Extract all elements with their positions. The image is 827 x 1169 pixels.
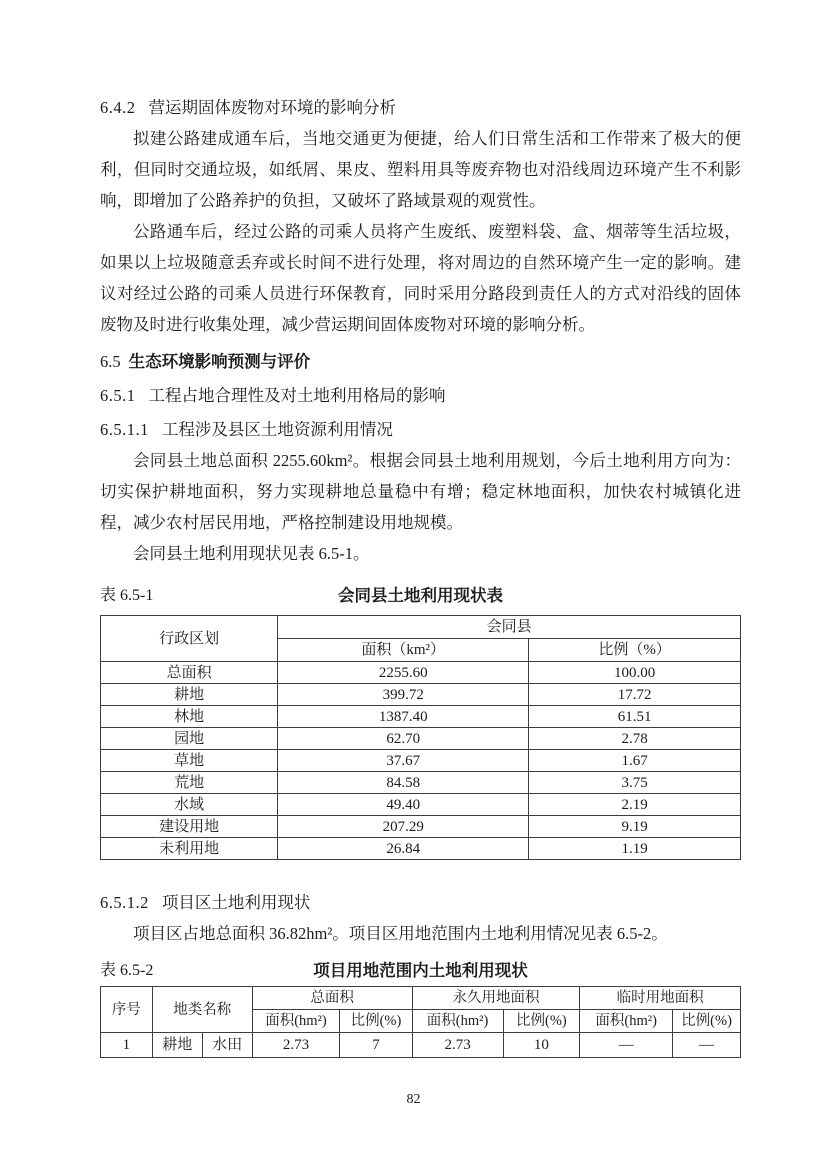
section-number: 6.4.2 <box>100 98 136 117</box>
table-row <box>101 662 741 684</box>
cell-land-ratio: 1.19 <box>529 838 741 860</box>
header-cell-area-hm: 面积(hm²) <box>412 1010 503 1033</box>
cell-index: 1 <box>101 1033 153 1058</box>
cell-landtype-sub: 水田 <box>202 1033 252 1058</box>
table-header-row <box>101 987 741 1010</box>
header-cell-region: 行政区划 <box>101 616 278 662</box>
header-cell-ratio-pct: 比例(%) <box>673 1010 741 1033</box>
paragraph-project-area: 项目区占地总面积 36.82hm²。项目区用地范围内土地利用情况见表 6.5-2。 <box>133 924 668 943</box>
table-652-title: 项目用地范围内土地利用现状 <box>313 962 528 980</box>
cell-land-name: 总面积 <box>101 662 278 684</box>
paragraph-solid-waste-1: 拟建公路建成通车后，当地交通更为便捷，给人们日常生活和工作带来了极大的便利，但同时交通垃圾，如纸屑、果皮、塑料用具等废弃物也对沿线周边环境产生不利影响，即增加了公路养护的负担，又破坏了路域景观的观赏性。 <box>100 129 741 210</box>
cell-land-area: 26.84 <box>278 838 529 860</box>
cell-land-ratio: 61.51 <box>529 706 741 728</box>
cell-land-name: 草地 <box>101 750 278 772</box>
table-651-label: 表 6.5-1 <box>100 587 154 604</box>
cell-land-area: 37.67 <box>278 750 529 772</box>
table-header-row <box>101 616 741 639</box>
header-cell-area-hm: 面积(hm²) <box>580 1010 673 1033</box>
cell-land-area: 1387.40 <box>278 706 529 728</box>
page-number: 82 <box>406 1092 421 1107</box>
table-row <box>101 816 741 838</box>
header-cell-area: 面积（km²） <box>278 639 529 662</box>
table-652-caption <box>100 957 741 985</box>
header-cell-landtype: 地类名称 <box>152 987 252 1033</box>
cell-land-area: 399.72 <box>278 684 529 706</box>
header-cell-area-hm: 面积(hm²) <box>252 1010 340 1033</box>
section-number: 6.5 <box>100 352 121 371</box>
cell-land-ratio: 2.78 <box>529 728 741 750</box>
section-title: 工程涉及县区土地资源利用情况 <box>161 420 393 439</box>
cell-land-name: 耕地 <box>101 684 278 706</box>
cell-land-ratio: 1.67 <box>529 750 741 772</box>
cell-land-name: 林地 <box>101 706 278 728</box>
table-row <box>101 684 741 706</box>
cell-land-ratio: 3.75 <box>529 772 741 794</box>
cell-land-area: 62.70 <box>278 728 529 750</box>
cell-total-ratio: 7 <box>340 1033 412 1058</box>
cell-temp-area: — <box>580 1033 673 1058</box>
table-row <box>101 838 741 860</box>
section-heading-6-5-1-1 <box>100 414 741 445</box>
section-number: 6.5.1.2 <box>100 893 149 912</box>
header-cell-ratio: 比例（%） <box>529 639 741 662</box>
section-number: 6.5.1 <box>100 386 136 405</box>
cell-landtype-main: 耕地 <box>152 1033 202 1058</box>
section-heading-6-5 <box>100 346 741 378</box>
cell-land-ratio: 9.19 <box>529 816 741 838</box>
header-cell-temporary: 临时用地面积 <box>580 987 741 1010</box>
cell-temp-ratio: — <box>673 1033 741 1058</box>
table-row <box>101 728 741 750</box>
section-heading-6-4-2 <box>100 92 741 123</box>
header-cell-total: 总面积 <box>252 987 412 1010</box>
page-content <box>100 92 741 1058</box>
table-row <box>101 794 741 816</box>
section-heading-6-5-1 <box>100 380 741 411</box>
paragraph-see-table-651: 会同县土地利用现状见表 6.5-1。 <box>133 544 370 563</box>
table-651-title: 会同县土地利用现状表 <box>338 587 503 605</box>
cell-land-name: 水域 <box>101 794 278 816</box>
cell-land-ratio: 2.19 <box>529 794 741 816</box>
table-row <box>101 750 741 772</box>
cell-total-area: 2.73 <box>252 1033 340 1058</box>
section-title: 生态环境影响预测与评价 <box>128 353 311 371</box>
cell-land-area: 84.58 <box>278 772 529 794</box>
cell-land-name: 未利用地 <box>101 838 278 860</box>
section-title: 营运期固体废物对环境的影响分析 <box>148 98 396 117</box>
section-number: 6.5.1.1 <box>100 420 149 439</box>
cell-land-ratio: 100.00 <box>529 662 741 684</box>
cell-land-name: 建设用地 <box>101 816 278 838</box>
cell-land-area: 49.40 <box>278 794 529 816</box>
section-title: 工程占地合理性及对土地利用格局的影响 <box>148 386 446 405</box>
header-cell-ratio-pct: 比例(%) <box>503 1010 580 1033</box>
table-651-caption <box>100 582 741 610</box>
paragraph-county-land: 会同县土地总面积 2255.60km²。根据会同县土地利用规划，今后土地利用方向为：切实保护耕地面积，努力实现耕地总量稳中有增；稳定林地面积，加快农村城镇化进程，减少农村居民用地，严格控制建设用地规模。 <box>100 451 741 532</box>
cell-land-name: 园地 <box>101 728 278 750</box>
cell-perm-area: 2.73 <box>412 1033 503 1058</box>
cell-perm-ratio: 10 <box>503 1033 580 1058</box>
table-row <box>101 772 741 794</box>
cell-land-ratio: 17.72 <box>529 684 741 706</box>
table-project-land-use <box>100 986 741 1058</box>
table-row <box>101 706 741 728</box>
header-cell-county: 会同县 <box>278 616 741 639</box>
header-cell-permanent: 永久用地面积 <box>412 987 580 1010</box>
cell-land-name: 荒地 <box>101 772 278 794</box>
cell-land-area: 2255.60 <box>278 662 529 684</box>
cell-land-area: 207.29 <box>278 816 529 838</box>
header-cell-index: 序号 <box>101 987 153 1033</box>
table-county-land-use <box>100 615 741 860</box>
table-row <box>101 1033 741 1058</box>
section-heading-6-5-1-2 <box>100 887 741 918</box>
header-cell-ratio-pct: 比例(%) <box>340 1010 412 1033</box>
section-title: 项目区土地利用现状 <box>161 893 311 912</box>
table-652-label: 表 6.5-2 <box>100 962 154 979</box>
paragraph-solid-waste-2: 公路通车后，经过公路的司乘人员将产生废纸、废塑料袋、盒、烟蒂等生活垃圾，如果以上垃圾随意丢弃或长时间不进行处理，将对周边的自然环境产生一定的影响。建议对经过公路的司乘人员进行环保教育，同时采用分路段到责任人的方式对沿线的固体废物及时进行收集处理，减少营运期间固体废物对环境的影响分析。 <box>100 222 741 334</box>
